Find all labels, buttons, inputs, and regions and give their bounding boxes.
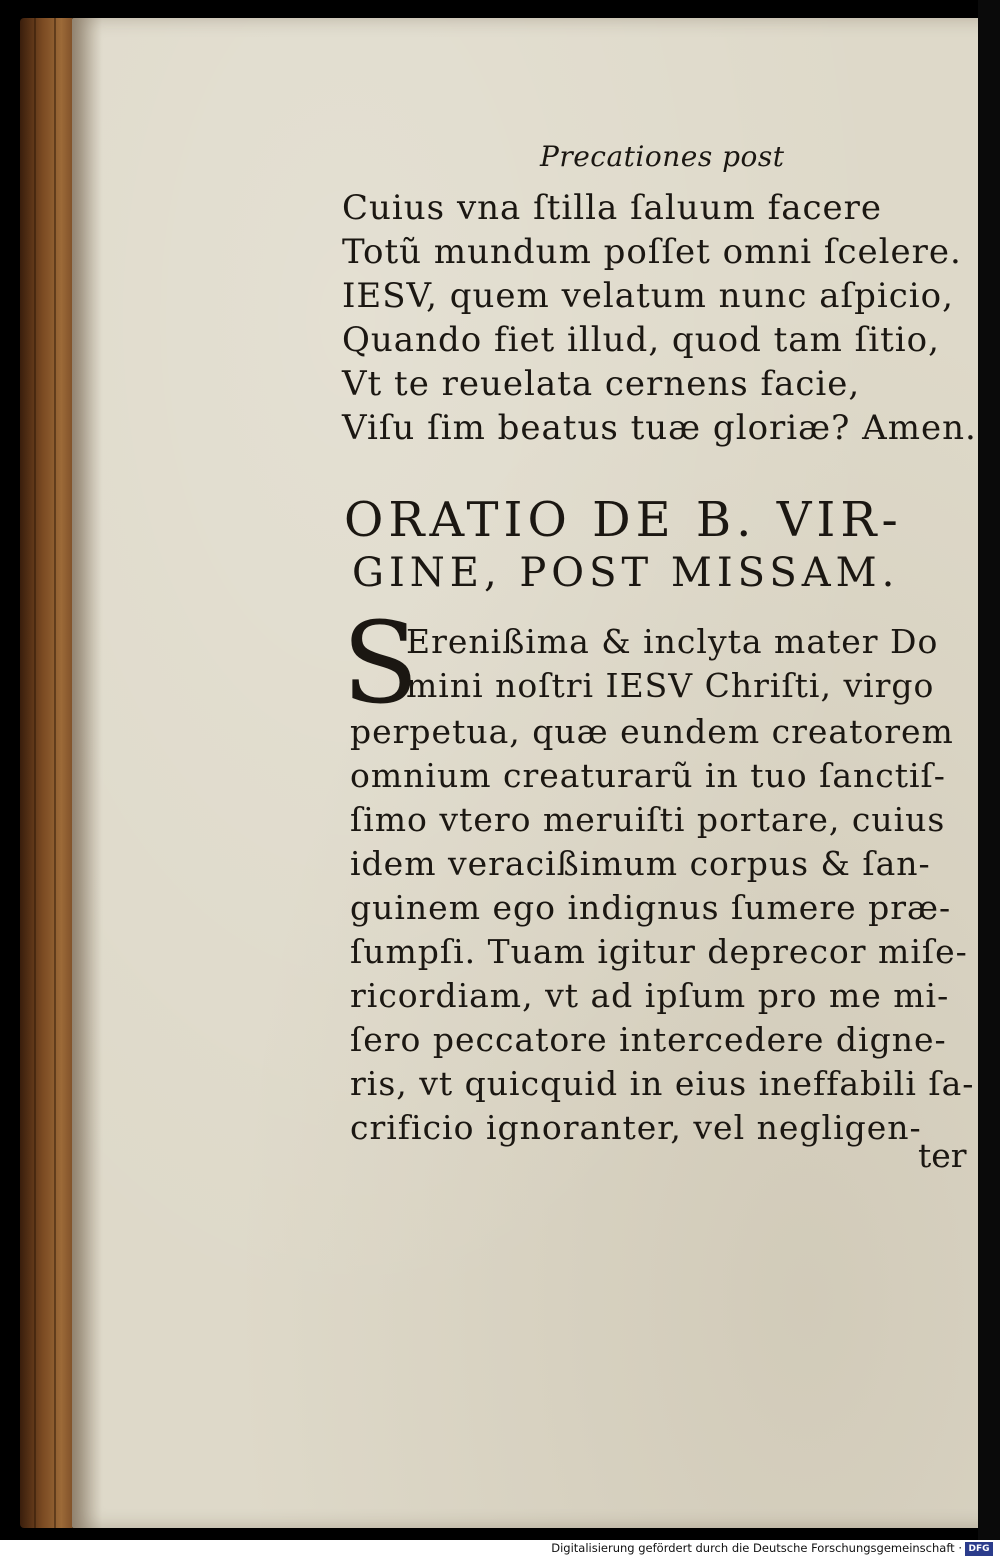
body-line: omnium creaturarũ in tuo ſanctiſ- xyxy=(350,756,946,795)
verse-line: IESV, quem velatum nunc aſpicio, xyxy=(342,276,954,316)
body-line: ſero peccatore intercedere digne- xyxy=(350,1020,947,1059)
catchword: ter xyxy=(918,1136,967,1175)
drop-cap: S xyxy=(342,599,419,729)
dfg-logo[interactable]: DFG xyxy=(965,1542,993,1556)
body-line: ſimo vtero meruiſti portare, cuius xyxy=(350,800,946,839)
scan-right-edge xyxy=(978,0,1000,1540)
verse-line: Totũ mundum poſſet omni ſcelere. xyxy=(342,232,962,272)
body-line: idem veracißimum corpus & ſan- xyxy=(350,844,931,883)
body-line: ris, vt quicquid in eius ineffabili ſa- xyxy=(350,1064,975,1103)
body-line: perpetua, quæ eundem creatorem xyxy=(350,712,954,751)
verse-line: Viſu ſim beatus tuæ gloriæ? Amen. xyxy=(342,408,977,448)
section-heading-line-2: GINE, POST MISSAM. xyxy=(352,550,900,596)
verse-line: Quando fiet illud, quod tam ſitio, xyxy=(342,320,940,360)
gutter-shadow xyxy=(72,18,102,1528)
section-heading-line-1: ORATIO DE B. VIR- xyxy=(344,492,903,548)
digitization-credit: Digitalisierung gefördert durch die Deutsche Forschungsgemeinschaft · xyxy=(551,1541,962,1555)
body-line: Erenißima & inclyta mater Do xyxy=(406,622,939,661)
body-line: guinem ego indignus ſumere præ- xyxy=(350,888,952,927)
body-line: crificio ignoranter, vel negligen- xyxy=(350,1108,922,1147)
verse-line: Cuius vna ſtilla ſaluum facere xyxy=(342,188,883,228)
body-line: mini noſtri IESV Chriſti, virgo xyxy=(406,666,935,705)
body-line: ricordiam, vt ad ipſum pro me mi- xyxy=(350,976,950,1015)
running-head: Precationes post xyxy=(540,140,785,173)
verse-line: Vt te reuelata cernens facie, xyxy=(342,364,861,404)
body-line: ſumpſi. Tuam igitur deprecor miſe- xyxy=(350,932,968,971)
